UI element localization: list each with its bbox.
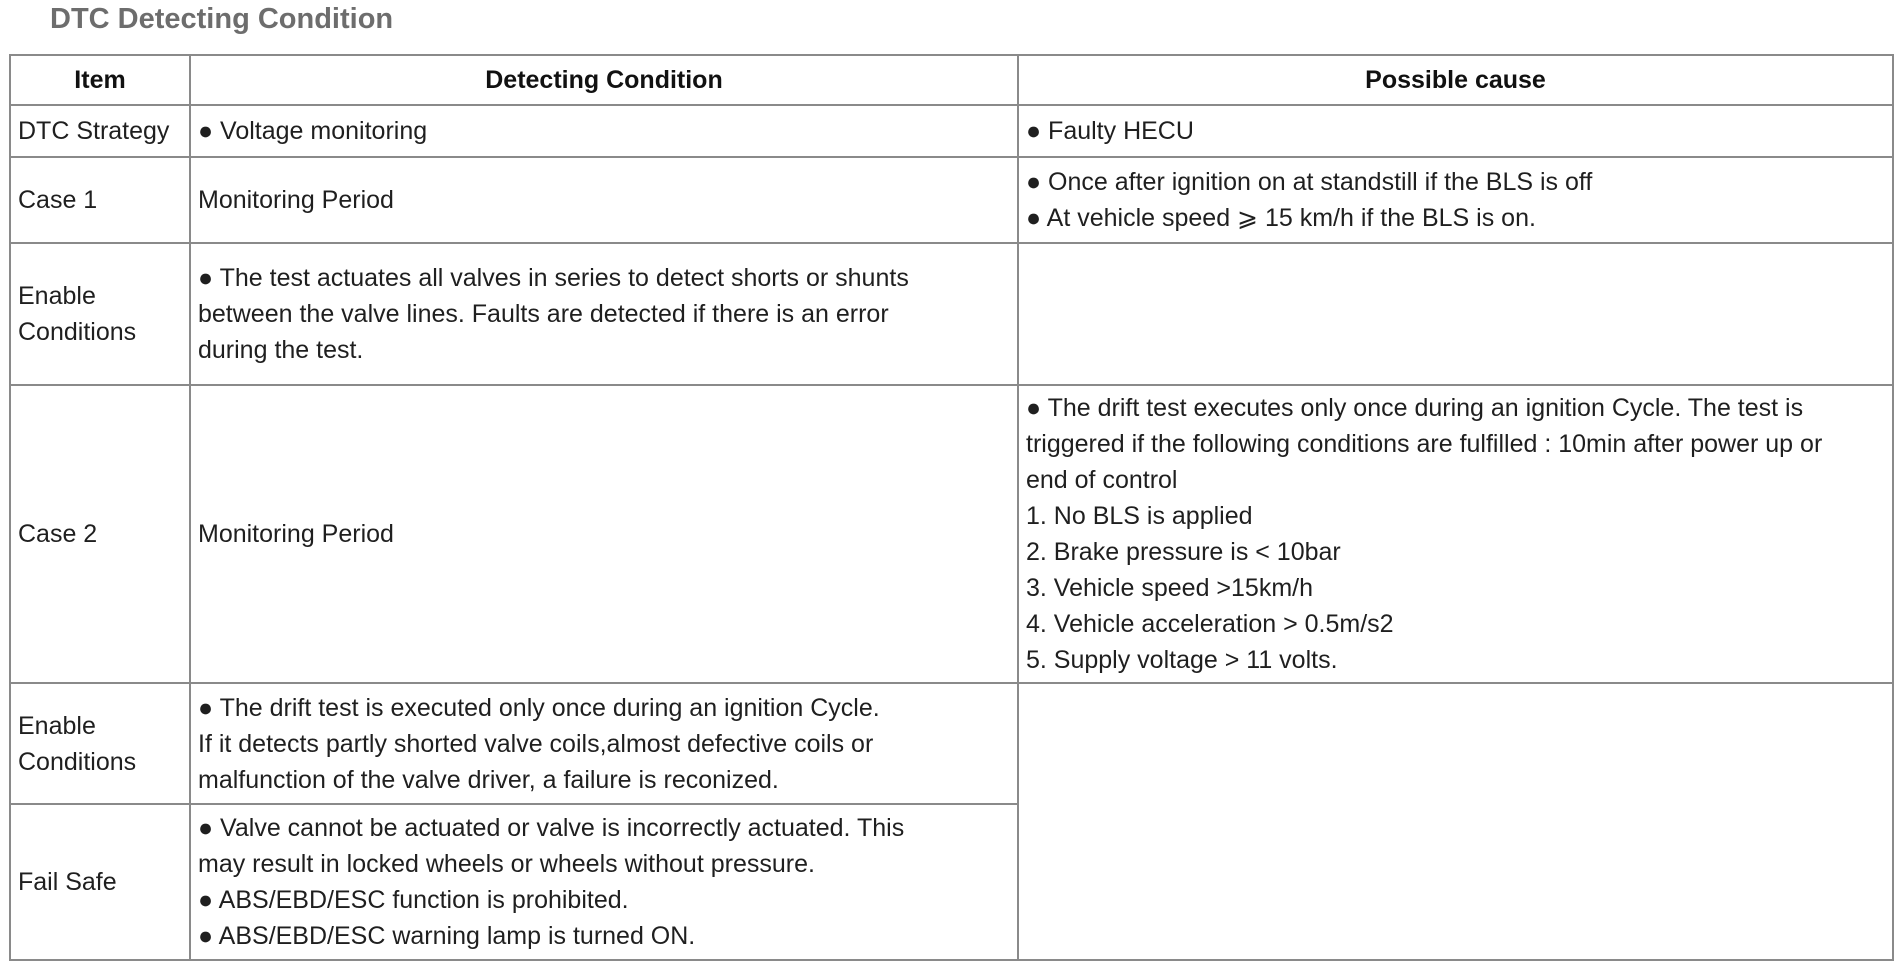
item-text: Case 2 bbox=[18, 520, 98, 548]
item-cell bbox=[10, 243, 190, 385]
condition-text: ● The test actuates all valves in series to detect shorts or shunts bbox=[198, 264, 909, 292]
cause-step: 2. Brake pressure is < 10bar bbox=[1026, 538, 1341, 566]
cause-cell bbox=[1018, 157, 1893, 243]
item-text: Conditions bbox=[18, 747, 137, 776]
item-text: Enable bbox=[18, 282, 96, 310]
condition-text: ● The drift test is executed only once during an ignition Cycle. bbox=[198, 693, 880, 722]
item-text: Enable bbox=[18, 711, 96, 740]
item-cell bbox=[10, 105, 190, 157]
item-cell bbox=[10, 683, 190, 804]
item-cell bbox=[10, 157, 190, 243]
cause-step: 1. No BLS is applied bbox=[1026, 502, 1253, 530]
item-text: Case 1 bbox=[18, 186, 98, 214]
cause-text: ● The drift test executes only once during an ignition Cycle. The test is bbox=[1026, 394, 1804, 422]
header-item: Item bbox=[10, 55, 190, 105]
condition-cell bbox=[190, 105, 1018, 157]
condition-cell bbox=[190, 157, 1018, 243]
condition-text: ● Voltage monitoring bbox=[198, 117, 428, 145]
condition-cell bbox=[190, 683, 1018, 804]
item-cell bbox=[10, 385, 190, 683]
condition-cell bbox=[190, 385, 1018, 683]
condition-text: Monitoring Period bbox=[198, 186, 394, 214]
cause-text: ● Faulty HECU bbox=[1026, 117, 1194, 145]
table-row bbox=[10, 105, 1893, 157]
cause-cell bbox=[1018, 385, 1893, 683]
table-row bbox=[10, 385, 1893, 683]
cause-cell-empty bbox=[1018, 243, 1893, 385]
item-text: Fail Safe bbox=[18, 868, 117, 896]
header-detecting-condition: Detecting Condition bbox=[190, 55, 1018, 105]
condition-text: If it detects partly shorted valve coils,almost defective coils or bbox=[198, 729, 874, 758]
table-row bbox=[10, 243, 1893, 385]
table-header-row bbox=[10, 55, 1893, 105]
cause-cell-empty bbox=[1018, 683, 1893, 960]
cause-step: 5. Supply voltage > 11 volts. bbox=[1026, 646, 1338, 674]
condition-text: ● ABS/EBD/ESC function is prohibited. bbox=[198, 886, 629, 914]
table-row bbox=[10, 157, 1893, 243]
cause-text: triggered if the following conditions are fulfilled : 10min after power up or bbox=[1026, 430, 1823, 458]
item-cell bbox=[10, 804, 190, 960]
cause-text: end of control bbox=[1026, 466, 1178, 494]
item-text: Conditions bbox=[18, 318, 137, 346]
condition-text: during the test. bbox=[198, 336, 364, 364]
condition-text: Monitoring Period bbox=[198, 520, 394, 548]
table-row bbox=[10, 683, 1893, 804]
condition-cell bbox=[190, 804, 1018, 960]
condition-text: ● ABS/EBD/ESC warning lamp is turned ON. bbox=[198, 922, 696, 950]
page-title: DTC Detecting Condition bbox=[50, 3, 394, 35]
cause-text: ● At vehicle speed ⩾ 15 km/h if the BLS is on. bbox=[1026, 204, 1536, 232]
dtc-table bbox=[9, 54, 1894, 961]
cause-step: 3. Vehicle speed >15km/h bbox=[1026, 574, 1313, 602]
condition-text: ● Valve cannot be actuated or valve is incorrectly actuated. This bbox=[198, 814, 905, 842]
item-text: DTC Strategy bbox=[18, 117, 170, 145]
condition-text: may result in locked wheels or wheels without pressure. bbox=[198, 850, 815, 878]
condition-text: between the valve lines. Faults are detected if there is an error bbox=[198, 300, 889, 328]
cause-cell bbox=[1018, 105, 1893, 157]
condition-text: malfunction of the valve driver, a failure is reconized. bbox=[198, 765, 779, 794]
condition-cell bbox=[190, 243, 1018, 385]
cause-text: ● Once after ignition on at standstill if the BLS is off bbox=[1026, 168, 1593, 196]
header-possible-cause: Possible cause bbox=[1018, 55, 1893, 105]
cause-step: 4. Vehicle acceleration > 0.5m/s2 bbox=[1026, 610, 1394, 638]
